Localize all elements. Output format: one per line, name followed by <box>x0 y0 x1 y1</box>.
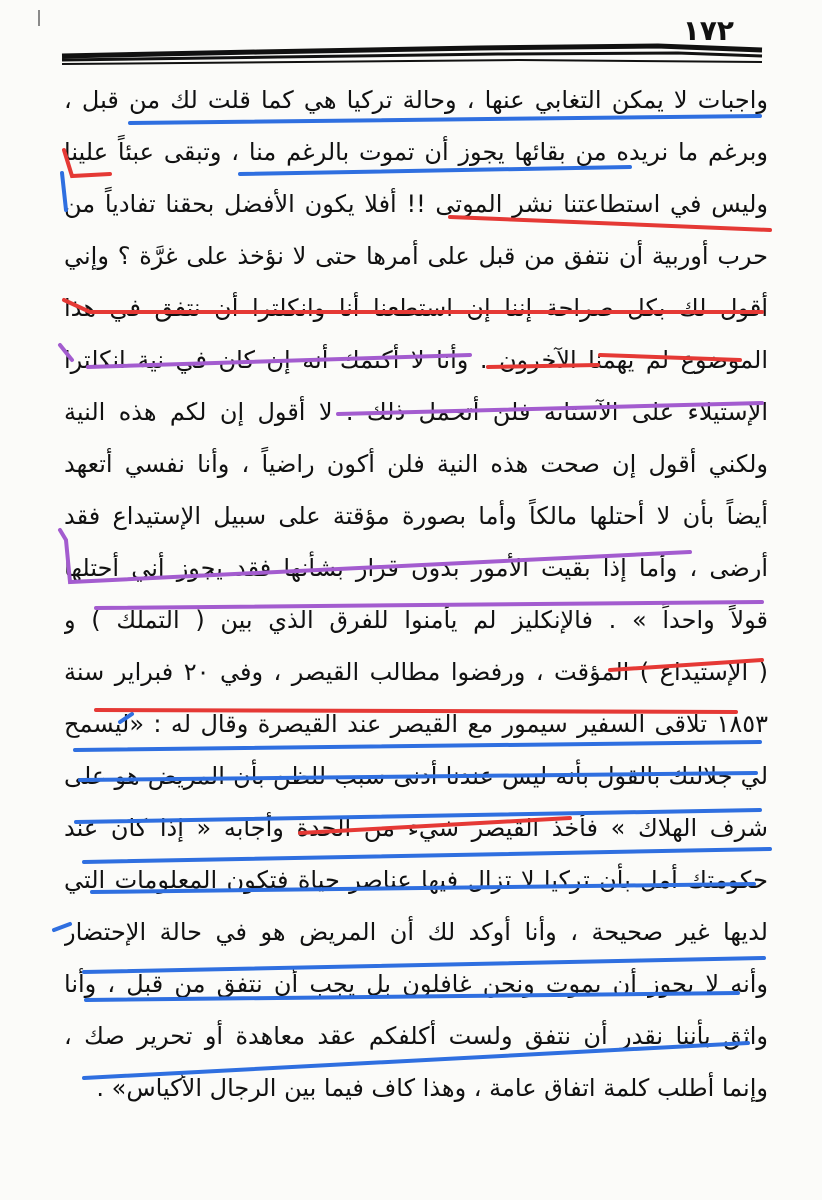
text-line: ١٨٥٣ تلاقى السفير سيمور مع القيصر عند القيصرة وقال له : «ليسمح <box>64 710 768 738</box>
text-line: وليس في استطاعتنا نشر الموتى !! أفلا يكون الأفضل بحقنا تفادياً من <box>64 190 768 218</box>
text-line: الموضوع لم يهمنا الآخرون . وأنا لا أكتمك أنه إن كان في نية انكلترا <box>64 346 768 374</box>
text-line: ( الإستيداع ) المؤقت ، ورفضوا مطالب القيصر ، وفي ٢٠ فبراير سنة <box>64 658 768 686</box>
text-line: وأنه لا يجوز أن يموت ونحن غافلون بل يجب أن نتفق من قبل ، وأنا <box>64 970 768 998</box>
text-line: واجبات لا يمكن التغابي عنها ، وحالة تركيا هي كما قلت لك من قبل ، <box>64 86 768 114</box>
scan-edge-mark <box>38 10 40 26</box>
text-line: حرب أوربية أن نتفق من قبل على أمرها حتى لا نؤخذ على غرَّة ؟ وإني <box>64 242 768 270</box>
text-line: واثق بأننا نقدر أن نتفق ولست أكلفكم عقد معاهدة أو تحرير صك ، <box>64 1022 768 1050</box>
text-line: وإنما أطلب كلمة اتفاق عامة ، وهذا كاف فيما بين الرجال الأكياس» . <box>96 1074 768 1102</box>
text-line: وبرغم ما نريده من بقائها يجوز أن تموت بالرغم منا ، وتبقى عبئاً علينا <box>64 138 768 166</box>
text-line: أيضاً بأن لا أحتلها مالكاً وأما بصورة مؤقتة على سبيل الإستيداع فقد <box>64 502 768 530</box>
text-line: أرضى ، وأما إذا بقيت الأمور بدون قرار بشأنها فقد يجوز أني أحتلها <box>64 554 768 582</box>
header-rule <box>58 38 770 68</box>
text-line: شرف الهلاك » فأخذ القيصر شيء من الحدة وأجابه « إذا كان عند <box>64 814 768 842</box>
text-line: الإستيلاء على الآستانة فلن أتحمل ذلك . لا أقول إن لكم هذه النية <box>64 398 768 426</box>
text-line: لي جلالتك بالقول بأنه ليس عندنا أدنى سبب للظن بأن المريض هو على <box>64 762 768 790</box>
text-line: لديها غير صحيحة ، وأنا أوكد لك أن المريض هو في حالة الإحتضار <box>64 918 768 946</box>
text-line: أقول لك بكل صراحة إننا إن استطعنا أنا وانكلترا أن نتفق في هذا <box>64 294 768 322</box>
page-number: ١٧٢ <box>682 14 734 47</box>
text-line: حكومتك أمل بأن تركيا لا تزال فيها عناصر حياة فتكون المعلومات التي <box>64 866 768 894</box>
text-line: قولاً واحداً » . فالإنكليز لم يأمنوا للفرق الذي بين ( التملك ) و <box>64 606 768 634</box>
text-line: ولكني أقول إن صحت هذه النية فلن أكون راضياً ، وأنا نفسي أتعهد <box>64 450 768 478</box>
